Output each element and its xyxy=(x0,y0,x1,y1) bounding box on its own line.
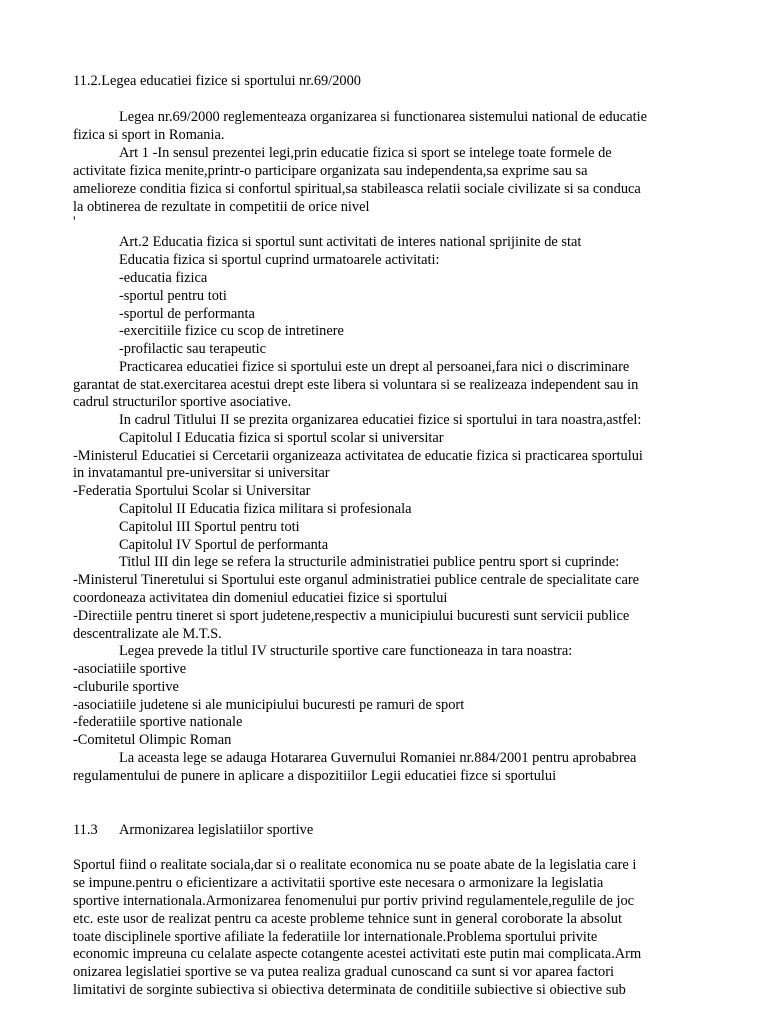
paragraph-line: Legea nr.69/2000 reglementeaza organizarea si functionarea sistemului national de educatie xyxy=(119,109,647,125)
paragraph-line: garantat de stat.exercitarea acestui drept este libera si voluntara si se realizeaza independent sau in xyxy=(73,377,639,393)
paragraph-line: Art 1 -In sensul prezentei legi,prin educatie fizica si sport se intelege toate formele de xyxy=(119,145,612,161)
list-item: -exercitiile fizice cu scop de intretinere xyxy=(119,323,344,339)
paragraph-line: amelioreze conditia fizica si confortul spiritual,sa stabileasca relatii sociale civilizate si sa conduca xyxy=(73,181,641,197)
paragraph-line: activitate fizica menite,printr-o participare organizata sau independenta,sa exprime sau sa xyxy=(73,163,588,179)
paragraph-line: Educatia fizica si sportul cuprind urmatoarele activitati: xyxy=(119,252,440,268)
list-item: coordoneaza activitatea din domeniul educatiei fizice si sportului xyxy=(73,590,448,606)
list-item: -educatia fizica xyxy=(119,270,208,286)
list-item: -asociatiile sportive xyxy=(73,661,187,677)
list-item: descentralizate ale M.T.S. xyxy=(73,626,222,642)
list-item: -Ministerul Educatiei si Cercetarii organizeaza activitatea de educatie fizica si practicarea sportului xyxy=(73,448,643,464)
list-item: -Federatia Sportului Scolar si Universitar xyxy=(73,483,311,499)
paragraph-line: Practicarea educatiei fizice si sportului este un drept al persoanei,fara nici o discriminare xyxy=(119,359,630,375)
section-heading-11-2: 11.2.Legea educatiei fizice si sportului nr.69/2000 xyxy=(73,73,361,89)
paragraph-line: Titlul III din lege se refera la structurile administratiei publice pentru sport si cuprinde: xyxy=(119,554,620,570)
paragraph-line: economic impreuna cu celalate aspecte cotangente acestei activitati este putin mai complicata.Arm xyxy=(73,946,642,962)
paragraph-line: Legea prevede la titlul IV structurile sportive care functioneaza in tara noastra: xyxy=(119,643,573,659)
section-number-11-3: 11.3 xyxy=(73,822,98,838)
paragraph-line: Art.2 Educatia fizica si sportul sunt activitati de interes national sprijinite de stat xyxy=(119,234,582,250)
list-item: -sportul pentru toti xyxy=(119,288,227,304)
list-item: -Comitetul Olimpic Roman xyxy=(73,732,232,748)
paragraph-line: fizica si sport in Romania. xyxy=(73,127,225,143)
paragraph-line: In cadrul Titlului II se prezita organizarea educatiei fizice si sportului in tara noastra,astfel: xyxy=(119,412,642,428)
list-item: -Ministerul Tineretului si Sportului este organul administratiei publice centrale de specialitate care xyxy=(73,572,640,588)
list-item: -sportul de performanta xyxy=(119,306,255,322)
paragraph-line: la obtinerea de rezultate in competitii de orice nivel xyxy=(73,199,370,215)
list-item: -federatiile sportive nationale xyxy=(73,714,243,730)
paragraph-line: Sportul fiind o realitate sociala,dar si o realitate economica nu se poate abate de la legislatia care i xyxy=(73,857,637,873)
chapter-line: Capitolul I Educatia fizica si sportul scolar si universitar xyxy=(119,430,444,446)
list-item: -Directiile pentru tineret si sport judetene,respectiv a municipiului bucuresti sunt servicii publice xyxy=(73,608,630,624)
paragraph-line: cadrul structurilor sportive asociative. xyxy=(73,394,292,410)
list-item: -asociatiile judetene si ale municipiului bucuresti pe ramuri de sport xyxy=(73,697,465,713)
chapter-line: Capitolul II Educatia fizica militara si profesionala xyxy=(119,501,412,517)
list-item: -cluburile sportive xyxy=(73,679,179,695)
paragraph-line: toate disciplinele sportive afiliate la federatiile lor internationale.Problema sportului privite xyxy=(73,929,598,945)
paragraph-line: La aceasta lege se adauga Hotararea Guvernului Romaniei nr.884/2001 pentru aprobabrea xyxy=(119,750,637,766)
chapter-line: Capitolul IV Sportul de performanta xyxy=(119,537,329,553)
paragraph-line: regulamentului de punere in aplicare a dispozitiilor Legii educatiei fizce si sportului xyxy=(73,768,557,784)
chapter-line: Capitolul III Sportul pentru toti xyxy=(119,519,300,535)
list-item: in invatamantul pre-universitar si universitar xyxy=(73,465,330,481)
stray-mark: ' xyxy=(73,214,76,230)
paragraph-line: se impune.pentru o eficientizare a activitatii sportive este necesara o armonizare la legislatia xyxy=(73,875,604,891)
list-item: -profilactic sau terapeutic xyxy=(119,341,267,357)
paragraph-line: limitativi de sorginte subiectiva si obiectiva determinata de conditiile subiective si obiective sub xyxy=(73,982,626,998)
paragraph-line: onizarea legislatiei sportive se va putea realiza gradual cunoscand ca sunt si vor aparea factori xyxy=(73,964,614,980)
paragraph-line: sportive internationala.Armonizarea fenomenului pur portiv privind regulamentele,regulile de joc xyxy=(73,893,635,909)
section-title-11-3: Armonizarea legislatiilor sportive xyxy=(119,822,314,838)
paragraph-line: etc. este usor de realizat pentru ca aceste probleme tehnice sunt in general coroborate la absolut xyxy=(73,911,622,927)
